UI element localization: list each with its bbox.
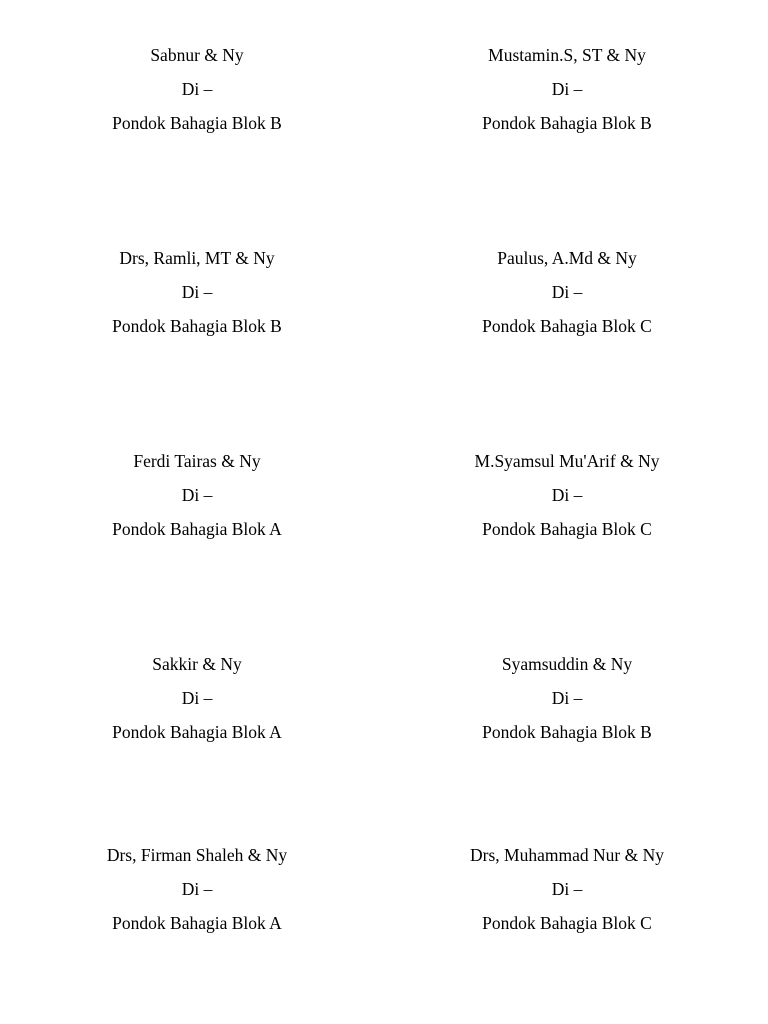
recipient-address: Pondok Bahagia Blok A (112, 722, 282, 742)
address-label (417, 838, 717, 940)
recipient-name: Drs, Firman Shaleh & Ny (106, 845, 288, 865)
recipient-address: Pondok Bahagia Blok C (482, 316, 652, 336)
recipient-prefix: Di – (551, 688, 583, 708)
recipient-prefix: Di – (551, 879, 583, 899)
address-label (47, 647, 347, 749)
address-label (417, 241, 717, 343)
recipient-address: Pondok Bahagia Blok C (482, 913, 652, 933)
recipient-address: Pondok Bahagia Blok B (112, 316, 282, 336)
recipient-name: Ferdi Tairas & Ny (133, 451, 261, 471)
recipient-name: Mustamin.S, ST & Ny (488, 45, 646, 65)
recipient-name: Drs, Ramli, MT & Ny (119, 248, 275, 268)
address-label (417, 444, 717, 546)
recipient-prefix: Di – (181, 688, 213, 708)
recipient-prefix: Di – (181, 879, 213, 899)
recipient-address: Pondok Bahagia Blok A (112, 519, 282, 539)
recipient-name: Sakkir & Ny (152, 654, 242, 674)
recipient-address: Pondok Bahagia Blok A (112, 913, 282, 933)
recipient-prefix: Di – (181, 282, 213, 302)
recipient-name: Syamsuddin & Ny (501, 654, 633, 674)
recipient-name: M.Syamsul Mu'Arif & Ny (474, 451, 660, 471)
address-label (417, 647, 717, 749)
recipient-name: Paulus, A.Md & Ny (497, 248, 637, 268)
address-label (47, 444, 347, 546)
recipient-prefix: Di – (551, 79, 583, 99)
recipient-address: Pondok Bahagia Blok B (112, 113, 282, 133)
recipient-prefix: Di – (181, 485, 213, 505)
recipient-prefix: Di – (551, 282, 583, 302)
recipient-address: Pondok Bahagia Blok C (482, 519, 652, 539)
address-label (47, 838, 347, 940)
recipient-address: Pondok Bahagia Blok B (482, 113, 652, 133)
address-label (47, 38, 347, 140)
recipient-address: Pondok Bahagia Blok B (482, 722, 652, 742)
recipient-name: Drs, Muhammad Nur & Ny (470, 845, 664, 865)
recipient-name: Sabnur & Ny (150, 45, 244, 65)
address-label (417, 38, 717, 140)
recipient-prefix: Di – (181, 79, 213, 99)
address-label (47, 241, 347, 343)
recipient-prefix: Di – (551, 485, 583, 505)
